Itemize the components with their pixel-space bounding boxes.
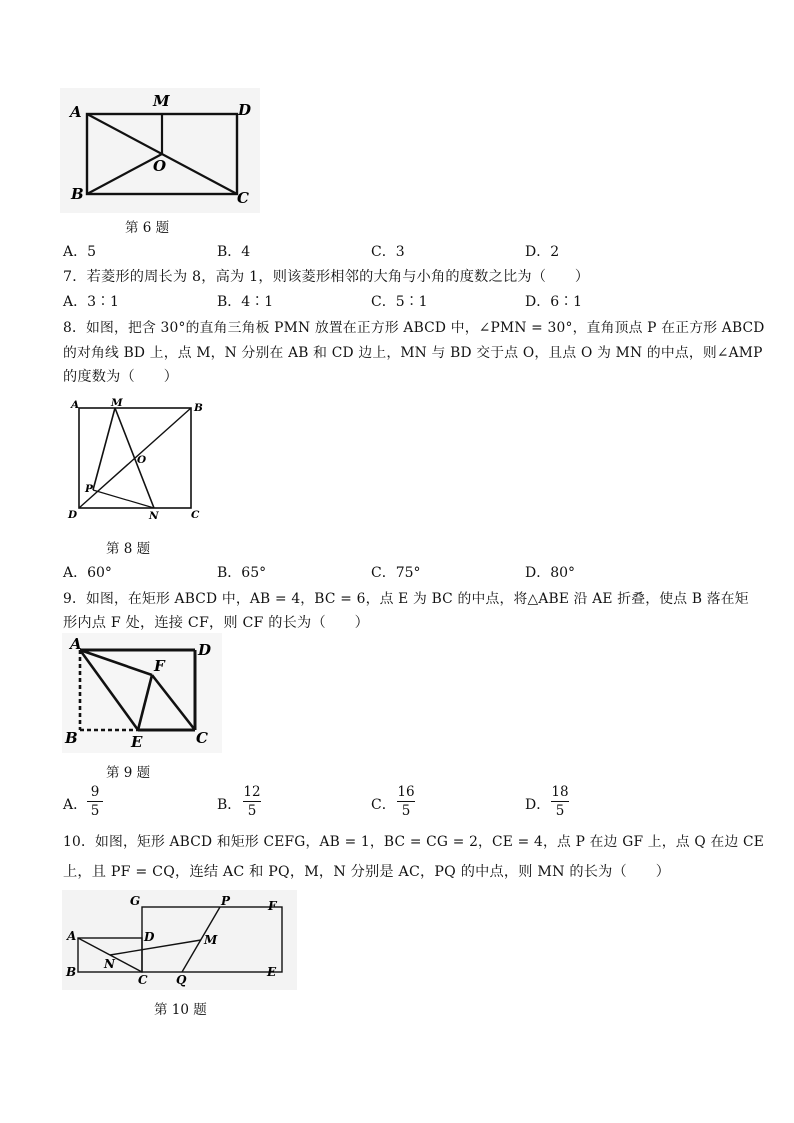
figure-q10-svg <box>62 890 297 990</box>
figure-q10 <box>62 890 297 990</box>
q9-option-a-numerator: 9 <box>90 784 100 800</box>
q10-label-B: B <box>66 965 77 979</box>
q9-option-d[interactable] <box>525 784 585 824</box>
q9-option-b-numerator: 12 <box>243 784 261 800</box>
q9-label-D: D <box>198 641 212 659</box>
fraction-bar <box>551 801 569 802</box>
q8-label-P: P <box>85 483 93 495</box>
q7-options <box>63 291 703 311</box>
q8-label-M: M <box>111 397 123 409</box>
q10-label-F: F <box>268 899 277 913</box>
q9-option-d-letter: D． <box>525 797 551 813</box>
q9-stem-line1: 9．如图，在矩形 ABCD 中，AB = 4，BC = 6，点 E 为 BC 的中点，将△ABE 沿 AE 折叠，使点 B 落在矩 <box>63 591 749 607</box>
fraction-bar <box>243 801 261 802</box>
q9-option-a-letter: A． <box>63 797 88 813</box>
q9-option-c-numerator: 16 <box>397 784 415 800</box>
q8-label-D: D <box>68 509 78 521</box>
q10-label-N: N <box>104 957 115 971</box>
q8-label-N: N <box>149 510 159 522</box>
q7-option-b[interactable]: B．4∶1 <box>217 294 274 310</box>
figure-q6-svg <box>60 88 260 213</box>
q9-option-a-fraction <box>87 784 103 819</box>
figure-q9-svg <box>62 633 222 753</box>
figure-q9-caption: 第 9 题 <box>106 765 151 781</box>
q8-label-C: C <box>191 509 200 521</box>
fraction-bar <box>397 801 415 802</box>
q10-label-D: D <box>144 930 155 944</box>
q9-option-d-numerator: 18 <box>551 784 569 800</box>
q10-label-P: P <box>221 894 231 908</box>
q6-option-b[interactable]: B．4 <box>217 244 251 260</box>
q10-label-E: E <box>267 965 277 979</box>
q8-stem-line1: 8．如图，把含 30°的直角三角板 PMN 放置在正方形 ABCD 中，∠PMN = 30°，直角顶点 P 在正方形 ABCD <box>63 320 765 336</box>
q6-label-M: M <box>153 92 170 110</box>
q6-option-a[interactable]: A．5 <box>63 244 97 260</box>
q9-option-c-letter: C． <box>371 797 396 813</box>
q6-label-O: O <box>153 157 167 175</box>
q10-stem-line1: 10．如图，矩形 ABCD 和矩形 CEFG，AB = 1，BC = CG = 2，CE = 4，点 P 在边 GF 上，点 Q 在边 CE <box>63 834 765 850</box>
q9-option-d-denominator: 5 <box>555 803 565 819</box>
q6-label-D: D <box>238 101 252 119</box>
q7-option-c[interactable]: C．5∶1 <box>371 294 428 310</box>
q10-label-A: A <box>67 929 77 943</box>
figure-q8 <box>63 396 211 522</box>
q8-options <box>63 562 703 582</box>
figure-q9 <box>62 633 222 753</box>
q10-stem-line2: 上，且 PF = CQ，连结 AC 和 PQ，M，N 分别是 AC，PQ 的中点，则 MN 的长为（ ） <box>63 864 671 880</box>
q8-label-O: O <box>137 454 147 466</box>
q6-option-c[interactable]: C．3 <box>371 244 405 260</box>
q8-option-d[interactable]: D．80° <box>525 565 576 581</box>
q9-option-c[interactable] <box>371 784 431 824</box>
figure-q6-caption: 第 6 题 <box>125 220 170 236</box>
fraction-bar <box>87 801 103 802</box>
q9-option-c-fraction <box>397 784 415 819</box>
q8-label-A: A <box>71 399 80 411</box>
q9-label-A: A <box>70 635 82 653</box>
q6-options <box>63 241 703 261</box>
q6-label-B: B <box>71 185 84 203</box>
q9-options <box>63 784 703 824</box>
q8-option-c[interactable]: C．75° <box>371 565 421 581</box>
q9-option-a-denominator: 5 <box>90 803 100 819</box>
figure-q8-svg <box>63 396 211 522</box>
q6-label-A: A <box>70 103 82 121</box>
q8-label-B: B <box>194 402 203 414</box>
q10-label-M: M <box>204 933 218 947</box>
q7-stem: 7．若菱形的周长为 8，高为 1，则该菱形相邻的大角与小角的度数之比为（ ） <box>63 269 590 285</box>
q8-stem-line3: 的度数为（ ） <box>63 369 179 385</box>
figure-q10-caption: 第 10 题 <box>154 1002 207 1018</box>
q9-option-b-denominator: 5 <box>247 803 257 819</box>
q8-option-a[interactable]: A．60° <box>63 565 112 581</box>
q7-option-d[interactable]: D．6∶1 <box>525 294 583 310</box>
q9-stem-line2: 形内点 F 处，连接 CF，则 CF 的长为（ ） <box>63 615 369 631</box>
figure-q8-caption: 第 8 题 <box>106 541 151 557</box>
q7-option-a[interactable]: A．3∶1 <box>63 294 119 310</box>
q9-option-b[interactable] <box>217 784 277 824</box>
q9-option-c-denominator: 5 <box>401 803 411 819</box>
q10-label-G: G <box>130 894 141 908</box>
q8-option-b[interactable]: B．65° <box>217 565 267 581</box>
q6-label-C: C <box>237 189 249 207</box>
q9-label-F: F <box>154 657 165 675</box>
q10-label-C: C <box>138 973 148 987</box>
figure-q6 <box>60 88 260 213</box>
q9-label-C: C <box>196 729 208 747</box>
q9-option-a[interactable] <box>63 784 123 824</box>
q8-stem-line2: 的对角线 BD 上，点 M，N 分别在 AB 和 CD 边上，MN 与 BD 交于点 O，且点 O 为 MN 的中点，则∠AMP <box>63 345 763 361</box>
q6-option-d[interactable]: D．2 <box>525 244 560 260</box>
q9-option-d-fraction <box>551 784 569 819</box>
q9-label-B: B <box>65 729 78 747</box>
q9-option-b-fraction <box>243 784 261 819</box>
q9-label-E: E <box>131 733 143 751</box>
q10-label-Q: Q <box>176 973 187 987</box>
q9-option-b-letter: B． <box>217 797 242 813</box>
